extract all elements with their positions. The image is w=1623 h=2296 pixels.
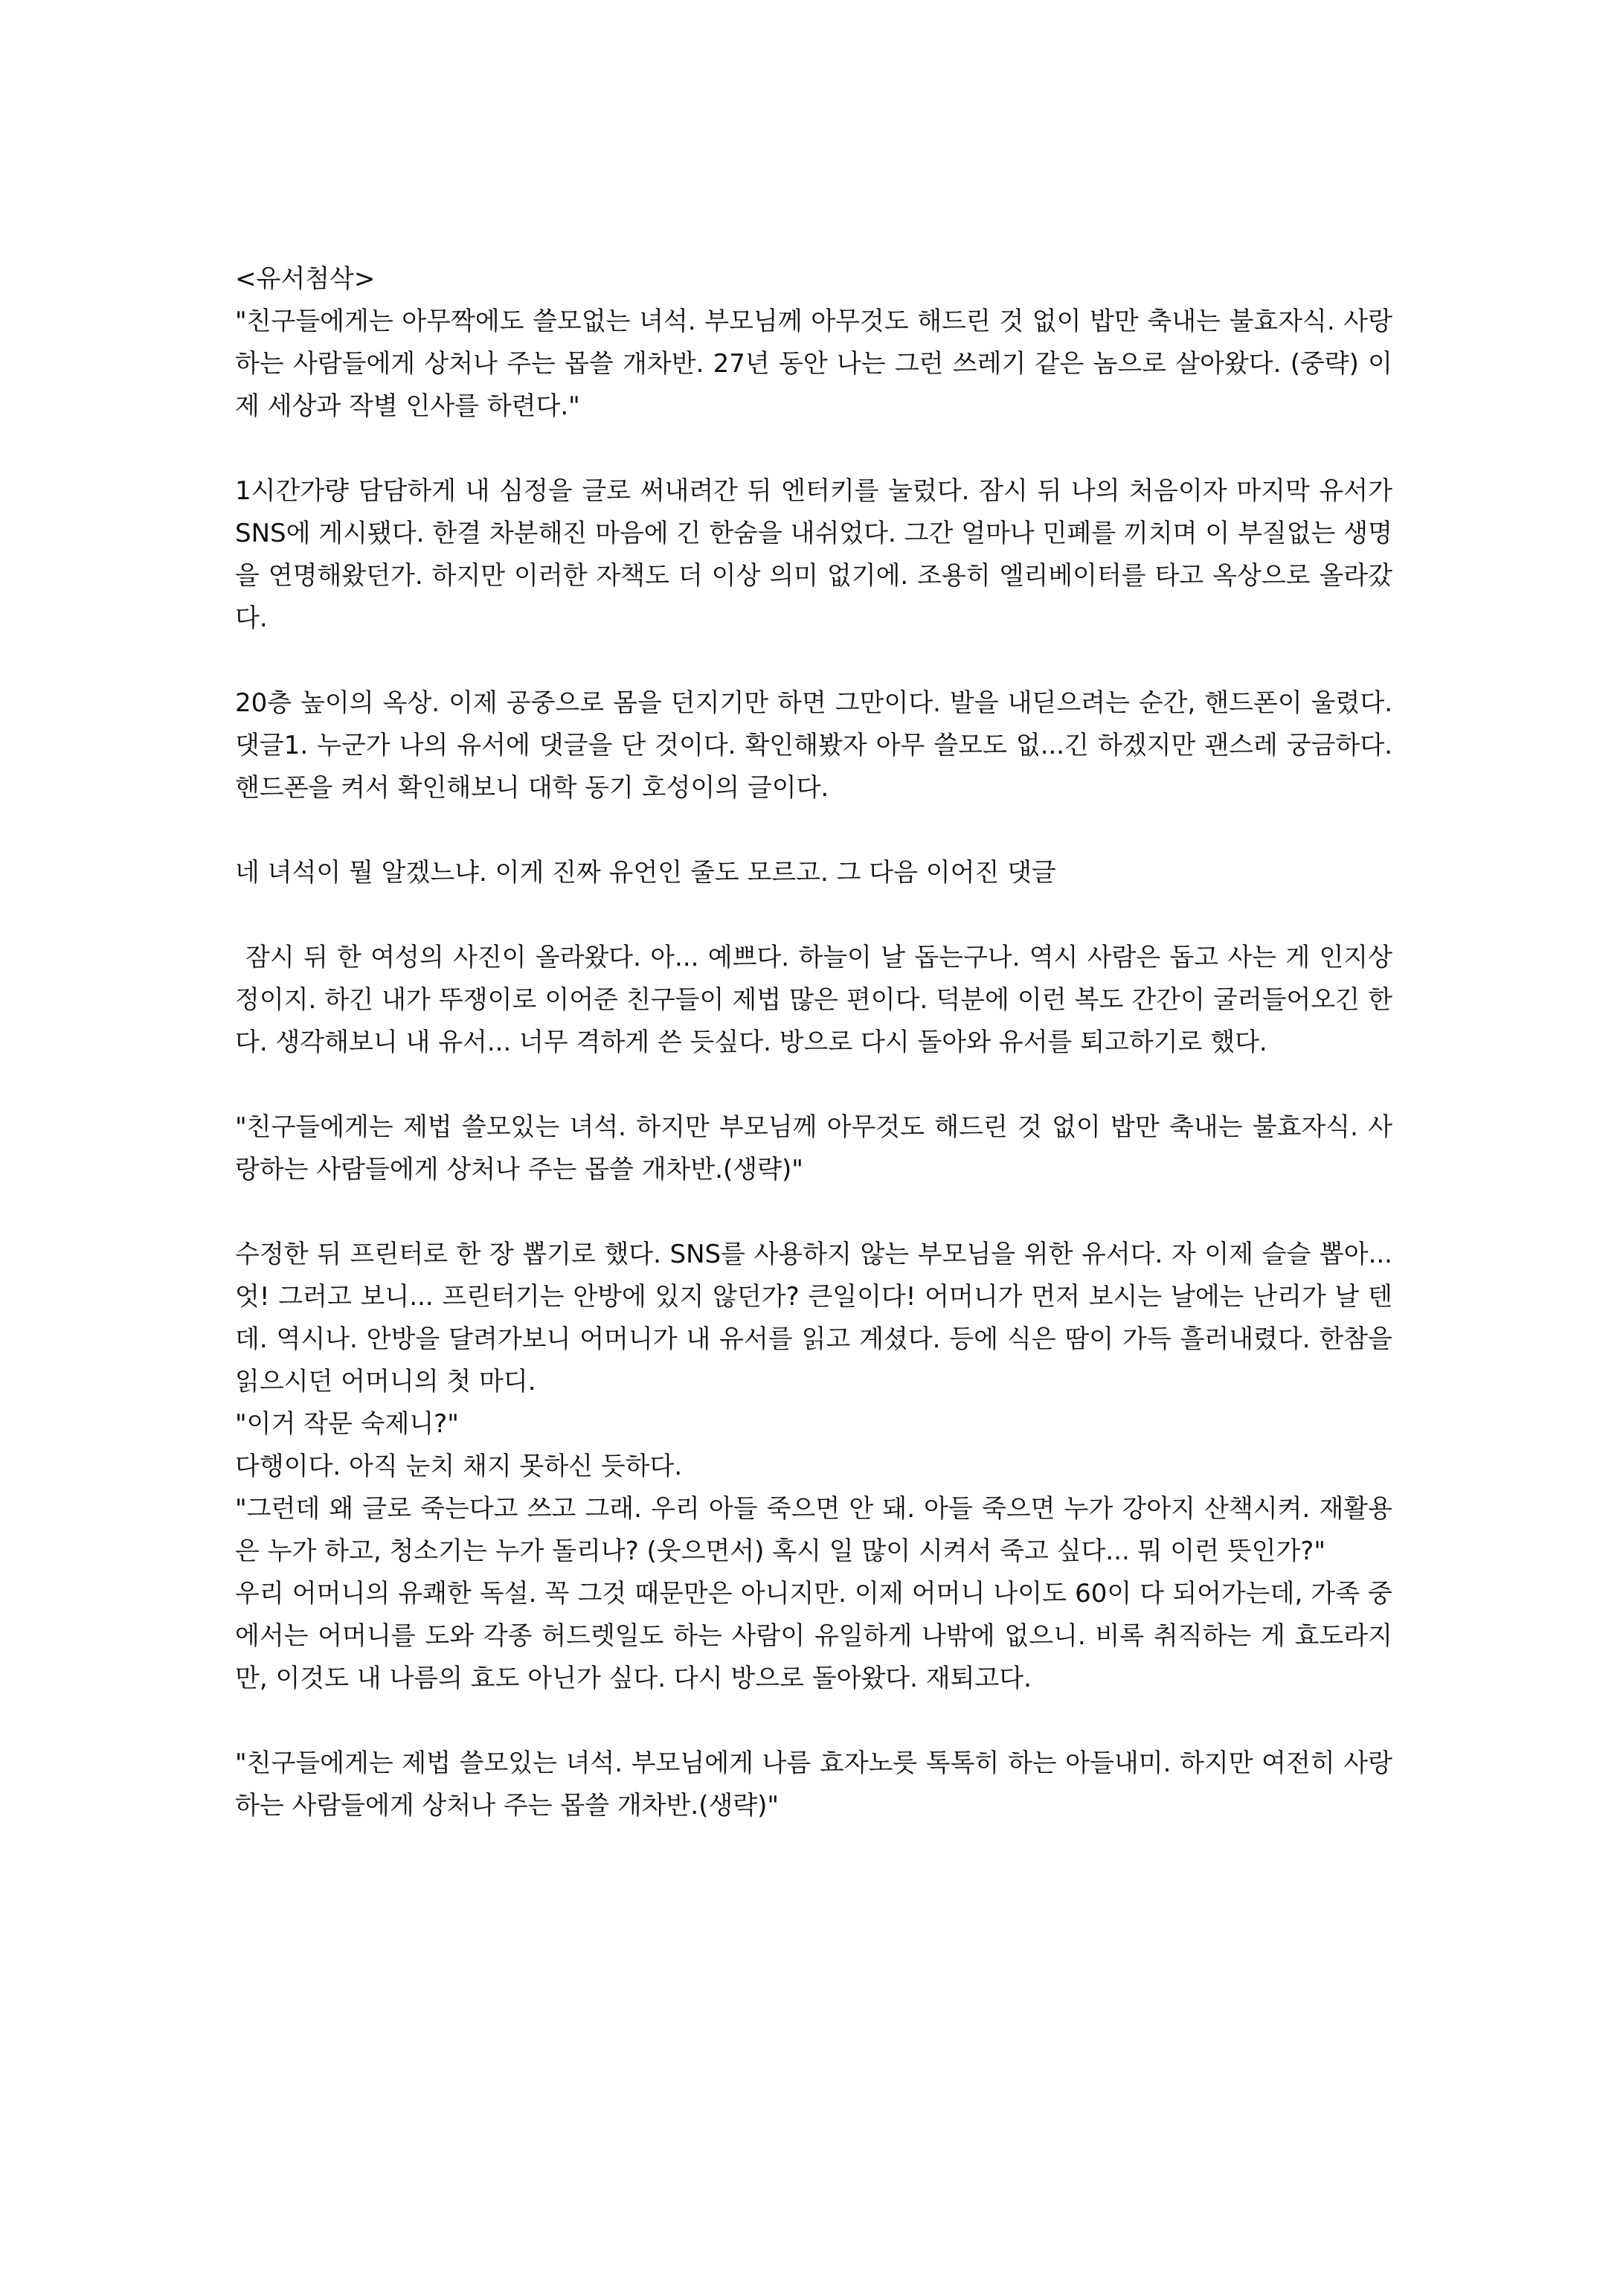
paragraph-mother-question: "이거 작문 숙제니?": [235, 1409, 459, 1439]
paragraph-first-comment: 네 녀석이 뭘 알겠느냐. 이게 진짜 유언인 줄도 모르고. 그 다음 이어진 댓글: [235, 858, 1056, 888]
document-body: [235, 258, 1392, 1827]
document-heading: <유서첨삭>: [235, 264, 376, 294]
paragraph-relief: 다행이다. 아직 눈치 채지 못하신 듯하다.: [235, 1452, 683, 1481]
paragraph-posting-will: 1시간가량 담담하게 내 심정을 글로 써내려간 뒤 엔터키를 눌렀다. 잠시 뒤 나의 처음이자 마지막 유서가 SNS에 게시됐다. 한결 차분해진 마음에 긴 한숨을 내쉬었다. 그간 얼마나 민폐를 끼치며 이 부질없는 생명을 연명해왔던가. 하지만 이러한 자책도 더 이상 의미 없기에. 조용히 엘리베이터를 타고 옥상으로 올라갔다.: [235, 476, 1392, 633]
paragraph-reflection: 우리 어머니의 유쾌한 독설. 꼭 그것 때문만은 아니지만. 이제 어머니 나이도 60이 다 되어가는데, 가족 중에서는 어머니를 도와 각종 허드렛일도 하는 사람이 유일하게 나밖에 없으니. 비록 취직하는 게 효도라지만, 이것도 내 나름의 효도 아닌가 싶다. 다시 방으로 돌아왔다. 재퇴고다.: [235, 1579, 1392, 1693]
paragraph-printer: 수정한 뒤 프린터로 한 장 뽑기로 했다. SNS를 사용하지 않는 부모님을 위한 유서다. 자 이제 슬슬 뽑아... 엇! 그러고 보니... 프린터기는 안방에 있지 않던가? 큰일이다! 어머니가 먼저 보시는 날에는 난리가 날 텐데. 역시나. 안방을 달려가보니 어머니가 내 유서를 읽고 계셨다. 등에 식은 땀이 가득 흘러내렸다. 한참을 읽으시던 어머니의 첫 마디.: [235, 1240, 1392, 1396]
paragraph-original-will: "친구들에게는 아무짝에도 쓸모없는 녀석. 부모님께 아무것도 해드린 것 없이 밥만 축내는 불효자식. 사랑하는 사람들에게 상처나 주는 몹쓸 개차반. 27년 동안 나는 그런 쓰레기 같은 놈으로 살아왔다. (중략) 이제 세상과 작별 인사를 하련다.": [235, 307, 1392, 421]
paragraph-rooftop: 20층 높이의 옥상. 이제 공중으로 몸을 던지기만 하면 그만이다. 발을 내딛으려는 순간, 핸드폰이 울렸다. 댓글1. 누군가 나의 유서에 댓글을 단 것이다. 확인해봤자 아무 쓸모도 없...긴 하겠지만 괜스레 궁금하다. 핸드폰을 켜서 확인해보니 대학 동기 호성이의 글이다.: [235, 688, 1393, 803]
paragraph-photo-comment: 잠시 뒤 한 여성의 사진이 올라왔다. 아... 예쁘다. 하늘이 날 돕는구나. 역시 사람은 돕고 사는 게 인지상정이지. 하긴 내가 뚜쟁이로 이어준 친구들이 제법 많은 편이다. 덕분에 이런 복도 간간이 굴러들어오긴 한다. 생각해보니 내 유서... 너무 격하게 쓴 듯싶다. 방으로 다시 돌아와 유서를 퇴고하기로 했다.: [235, 943, 1392, 1057]
paragraph-mother-remark: "그런데 왜 글로 죽는다고 쓰고 그래. 우리 아들 죽으면 안 돼. 아들 죽으면 누가 강아지 산책시켜. 재활용은 누가 하고, 청소기는 누가 돌리나? (웃으면서) 혹시 일 많이 시켜서 죽고 싶다... 뭐 이런 뜻인가?": [235, 1494, 1392, 1566]
paragraph-first-revision: "친구들에게는 제법 쓸모있는 녀석. 하지만 부모님께 아무것도 해드린 것 없이 밥만 축내는 불효자식. 사랑하는 사람들에게 상처나 주는 몹쓸 개차반.(생략)": [235, 1112, 1392, 1184]
paragraph-second-revision: "친구들에게는 제법 쓸모있는 녀석. 부모님에게 나름 효자노릇 톡톡히 하는 아들내미. 하지만 여전히 사랑하는 사람들에게 상처나 주는 몹쓸 개차반.(생략)": [235, 1748, 1392, 1821]
